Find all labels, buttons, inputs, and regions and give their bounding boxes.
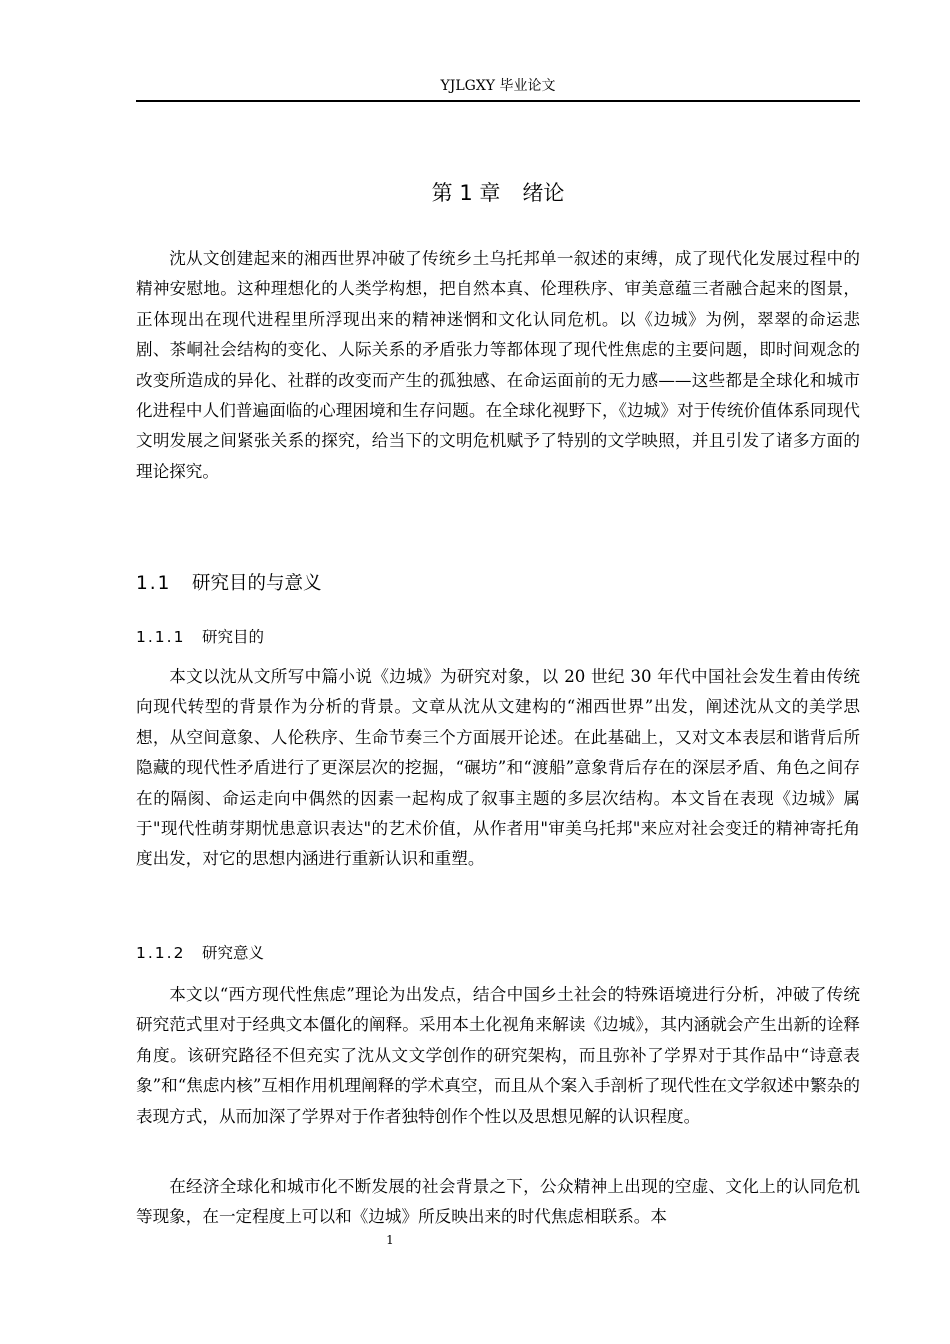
subsection-heading-1-1-2 [136, 942, 264, 964]
page-number: 1 [386, 1233, 394, 1247]
page-header: YJLGXY 毕业论文 [440, 78, 556, 94]
subsection-number: 1.1.1 [136, 628, 186, 646]
research-significance-paragraph-2: 在经济全球化和城市化不断发展的社会背景之下，公众精神上出现的空虚、文化上的认同危机等现象，在一定程度上可以和《边城》所反映出来的时代焦虑相联系。本 [136, 1177, 860, 1227]
subsection-title: 研究目的 [202, 628, 265, 646]
section-title: 研究目的与意义 [192, 573, 322, 594]
research-purpose-paragraph: 本文以沈从文所写中篇小说《边城》为研究对象，以 20 世纪 30 年代中国社会发生着由传统向现代转型的背景作为分析的背景。文章从沈从文建构的“湘西世界”出发，阐述沈从文的美学思想，从空间意象、人伦秩序、生命节奏三个方面展开论述。在此基础上，又对文本表层和谐背后所隐藏的现代性矛盾进行了更深层次的挖掘，“碾坊”和“渡船”意象背后存在的深层矛盾、角色之间存在的隔阂、命运走向中偶然的因素一起构成了叙事主题的多层次结构。本文旨在表现《边城》属于"现代性萌芽期忧患意识表达"的艺术价值，从作者用"审美乌托邦"来应对社会变迁的精神寄托角度出发，对它的思想内涵进行重新认识和重塑。 [136, 667, 860, 869]
subsection-number: 1.1.2 [136, 944, 186, 962]
section-heading-1-1 [136, 571, 322, 597]
intro-paragraph: 沈从文创建起来的湘西世界冲破了传统乡土乌托邦单一叙述的束缚，成了现代化发展过程中的精神安慰地。这种理想化的人类学构想，把自然本真、伦理秩序、审美意蕴三者融合起来的图景，正体现出在现代进程里所浮现出来的精神迷惘和文化认同危机。以《边城》为例，翠翠的命运悲剧、茶峒社会结构的变化、人际关系的矛盾张力等都体现了现代性焦虑的主要问题，即时间观念的改变所造成的异化、社群的改变而产生的孤独感、在命运面前的无力感——这些都是全球化和城市化进程中人们普遍面临的心理困境和生存问题。在全球化视野下，《边城》对于传统价值体系同现代文明发展之间紧张关系的探究，给当下的文明危机赋予了特别的文学映照，并且引发了诸多方面的理论探究。 [136, 249, 860, 481]
chapter-name: 绪论 [522, 181, 565, 205]
section-number: 1.1 [136, 573, 172, 594]
subsection-title: 研究意义 [202, 944, 265, 962]
chapter-number: 第 1 章 [431, 181, 501, 205]
subsection-heading-1-1-1 [136, 626, 264, 648]
research-significance-paragraph-1: 本文以“西方现代性焦虑”理论为出发点，结合中国乡土社会的特殊语境进行分析，冲破了传统研究范式里对于经典文本僵化的阐释。采用本土化视角来解读《边城》，其内涵就会产生出新的诠释角度。该研究路径不但充实了沈从文文学创作的研究架构，而且弥补了学界对于其作品中“诗意表象”和“焦虑内核”互相作用机理阐释的学术真空，而且从个案入手剖析了现代性在文学叙述中繁杂的表现方式，从而加深了学界对于作者独特创作个性以及思想见解的认识程度。 [136, 985, 860, 1126]
header-rule [136, 100, 860, 102]
chapter-title [136, 178, 860, 208]
